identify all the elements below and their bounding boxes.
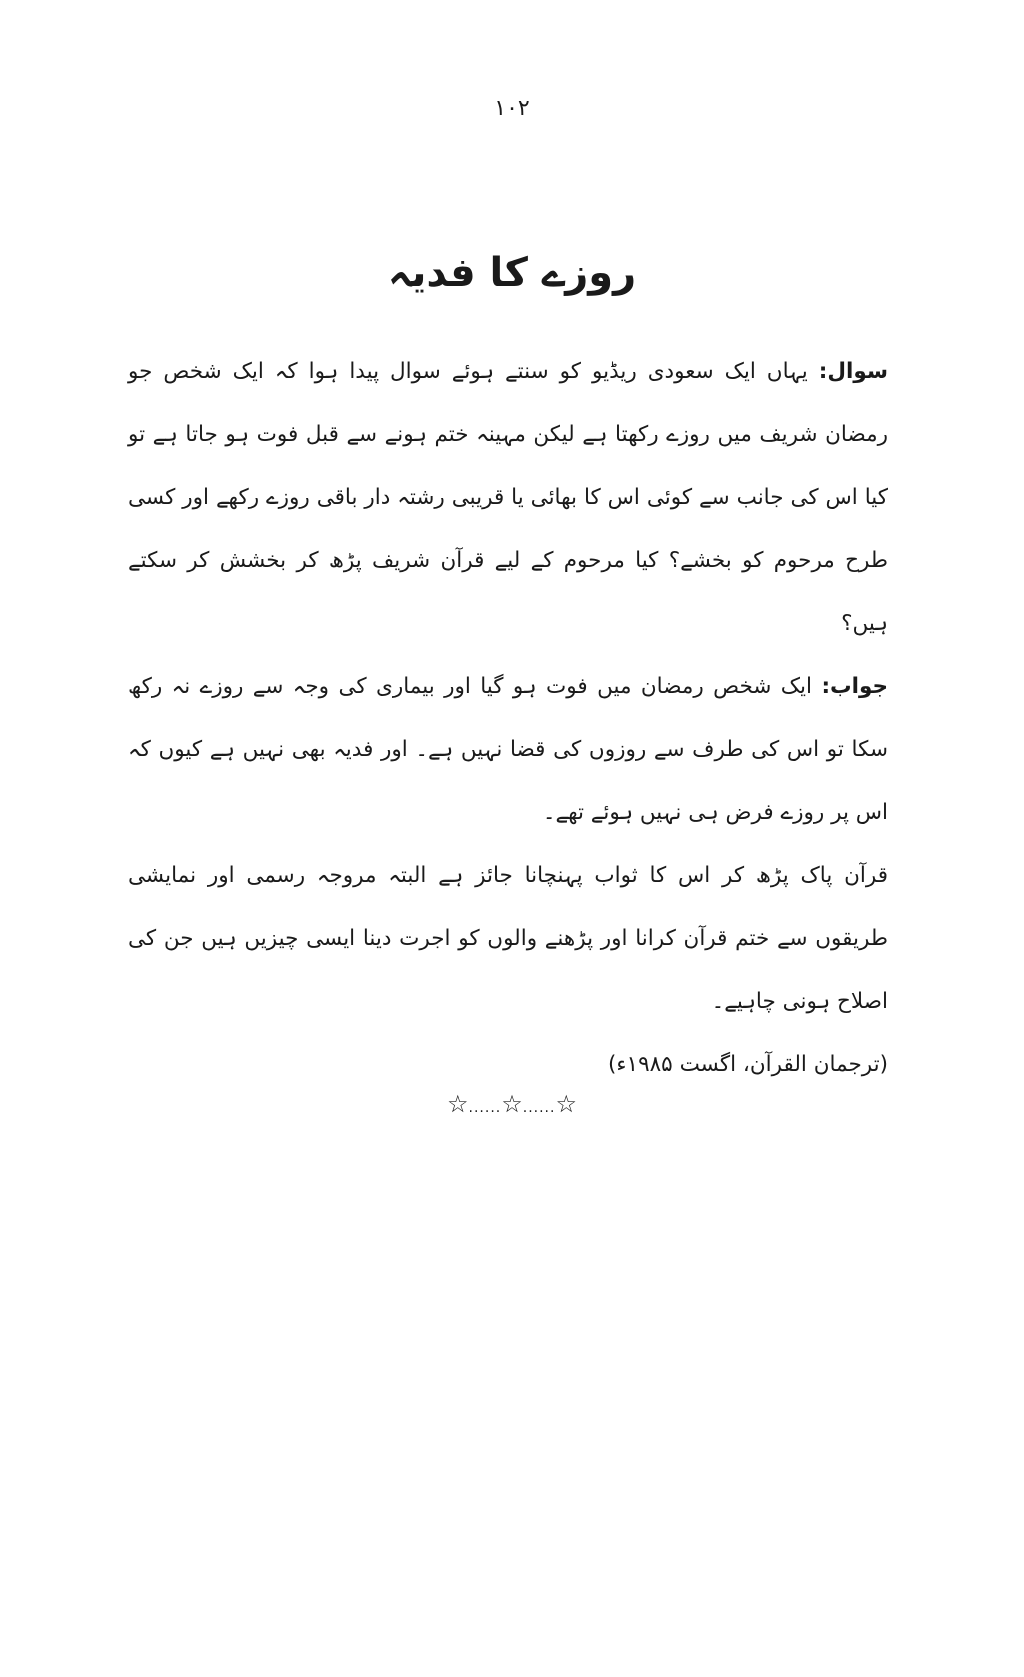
answer-paragraph-2: قرآن پاک پڑھ کر اس کا ثواب پہنچانا جائز ہے البتہ مروجہ رسمی اور نمایشی طریقوں سے ختم قرآن کرانا اور پڑھنے والوں کو اجرت دینا ایسی چیزیں ہیں جن کی اصلاح ہونی چاہیے۔: [128, 863, 888, 1014]
answer-text: ایک شخص رمضان میں فوت ہو گیا اور بیماری کی وجہ سے روزے نہ رکھ سکا تو اس کی طرف سے روزوں کی قضا نہیں ہے۔ اور فدیہ بھی نہیں ہے کیوں کہ اس پر روزے فرض ہی نہیں ہوئے تھے۔: [128, 674, 888, 825]
question-label: سوال:: [818, 359, 888, 384]
page-number: ۱۰۲: [494, 96, 530, 121]
divider-dots: ......: [468, 1100, 502, 1116]
answer-label: جواب:: [821, 674, 888, 699]
star-icon: ☆: [447, 1090, 469, 1118]
page-title: روزے کا فدیہ: [387, 250, 637, 296]
question-paragraph: [128, 340, 888, 655]
question-text: یہاں ایک سعودی ریڈیو کو سنتے ہوئے سوال پیدا ہوا کہ ایک شخص جو رمضان شریف میں روزے رکھتا ہے لیکن مہینہ ختم ہونے سے قبل فوت ہو جاتا ہے تو کیا اس کی جانب سے کوئی اس کا بھائی یا قریبی رشتہ دار باقی روزے رکھے اور کسی طرح مرحوم کو بخشے؟ کیا مرحوم کے لیے قرآن شریف پڑھ کر بخشش کر سکتے ہیں؟: [128, 359, 888, 636]
article-body: [128, 340, 888, 1096]
source-citation: (ترجمان القرآن، اگست ۱۹۸۵ء): [608, 1052, 888, 1077]
section-divider: [0, 1090, 1024, 1118]
divider-dots: ......: [522, 1100, 556, 1116]
star-icon: ☆: [555, 1090, 577, 1118]
answer-paragraph: [128, 655, 888, 844]
star-icon: ☆: [501, 1090, 523, 1118]
